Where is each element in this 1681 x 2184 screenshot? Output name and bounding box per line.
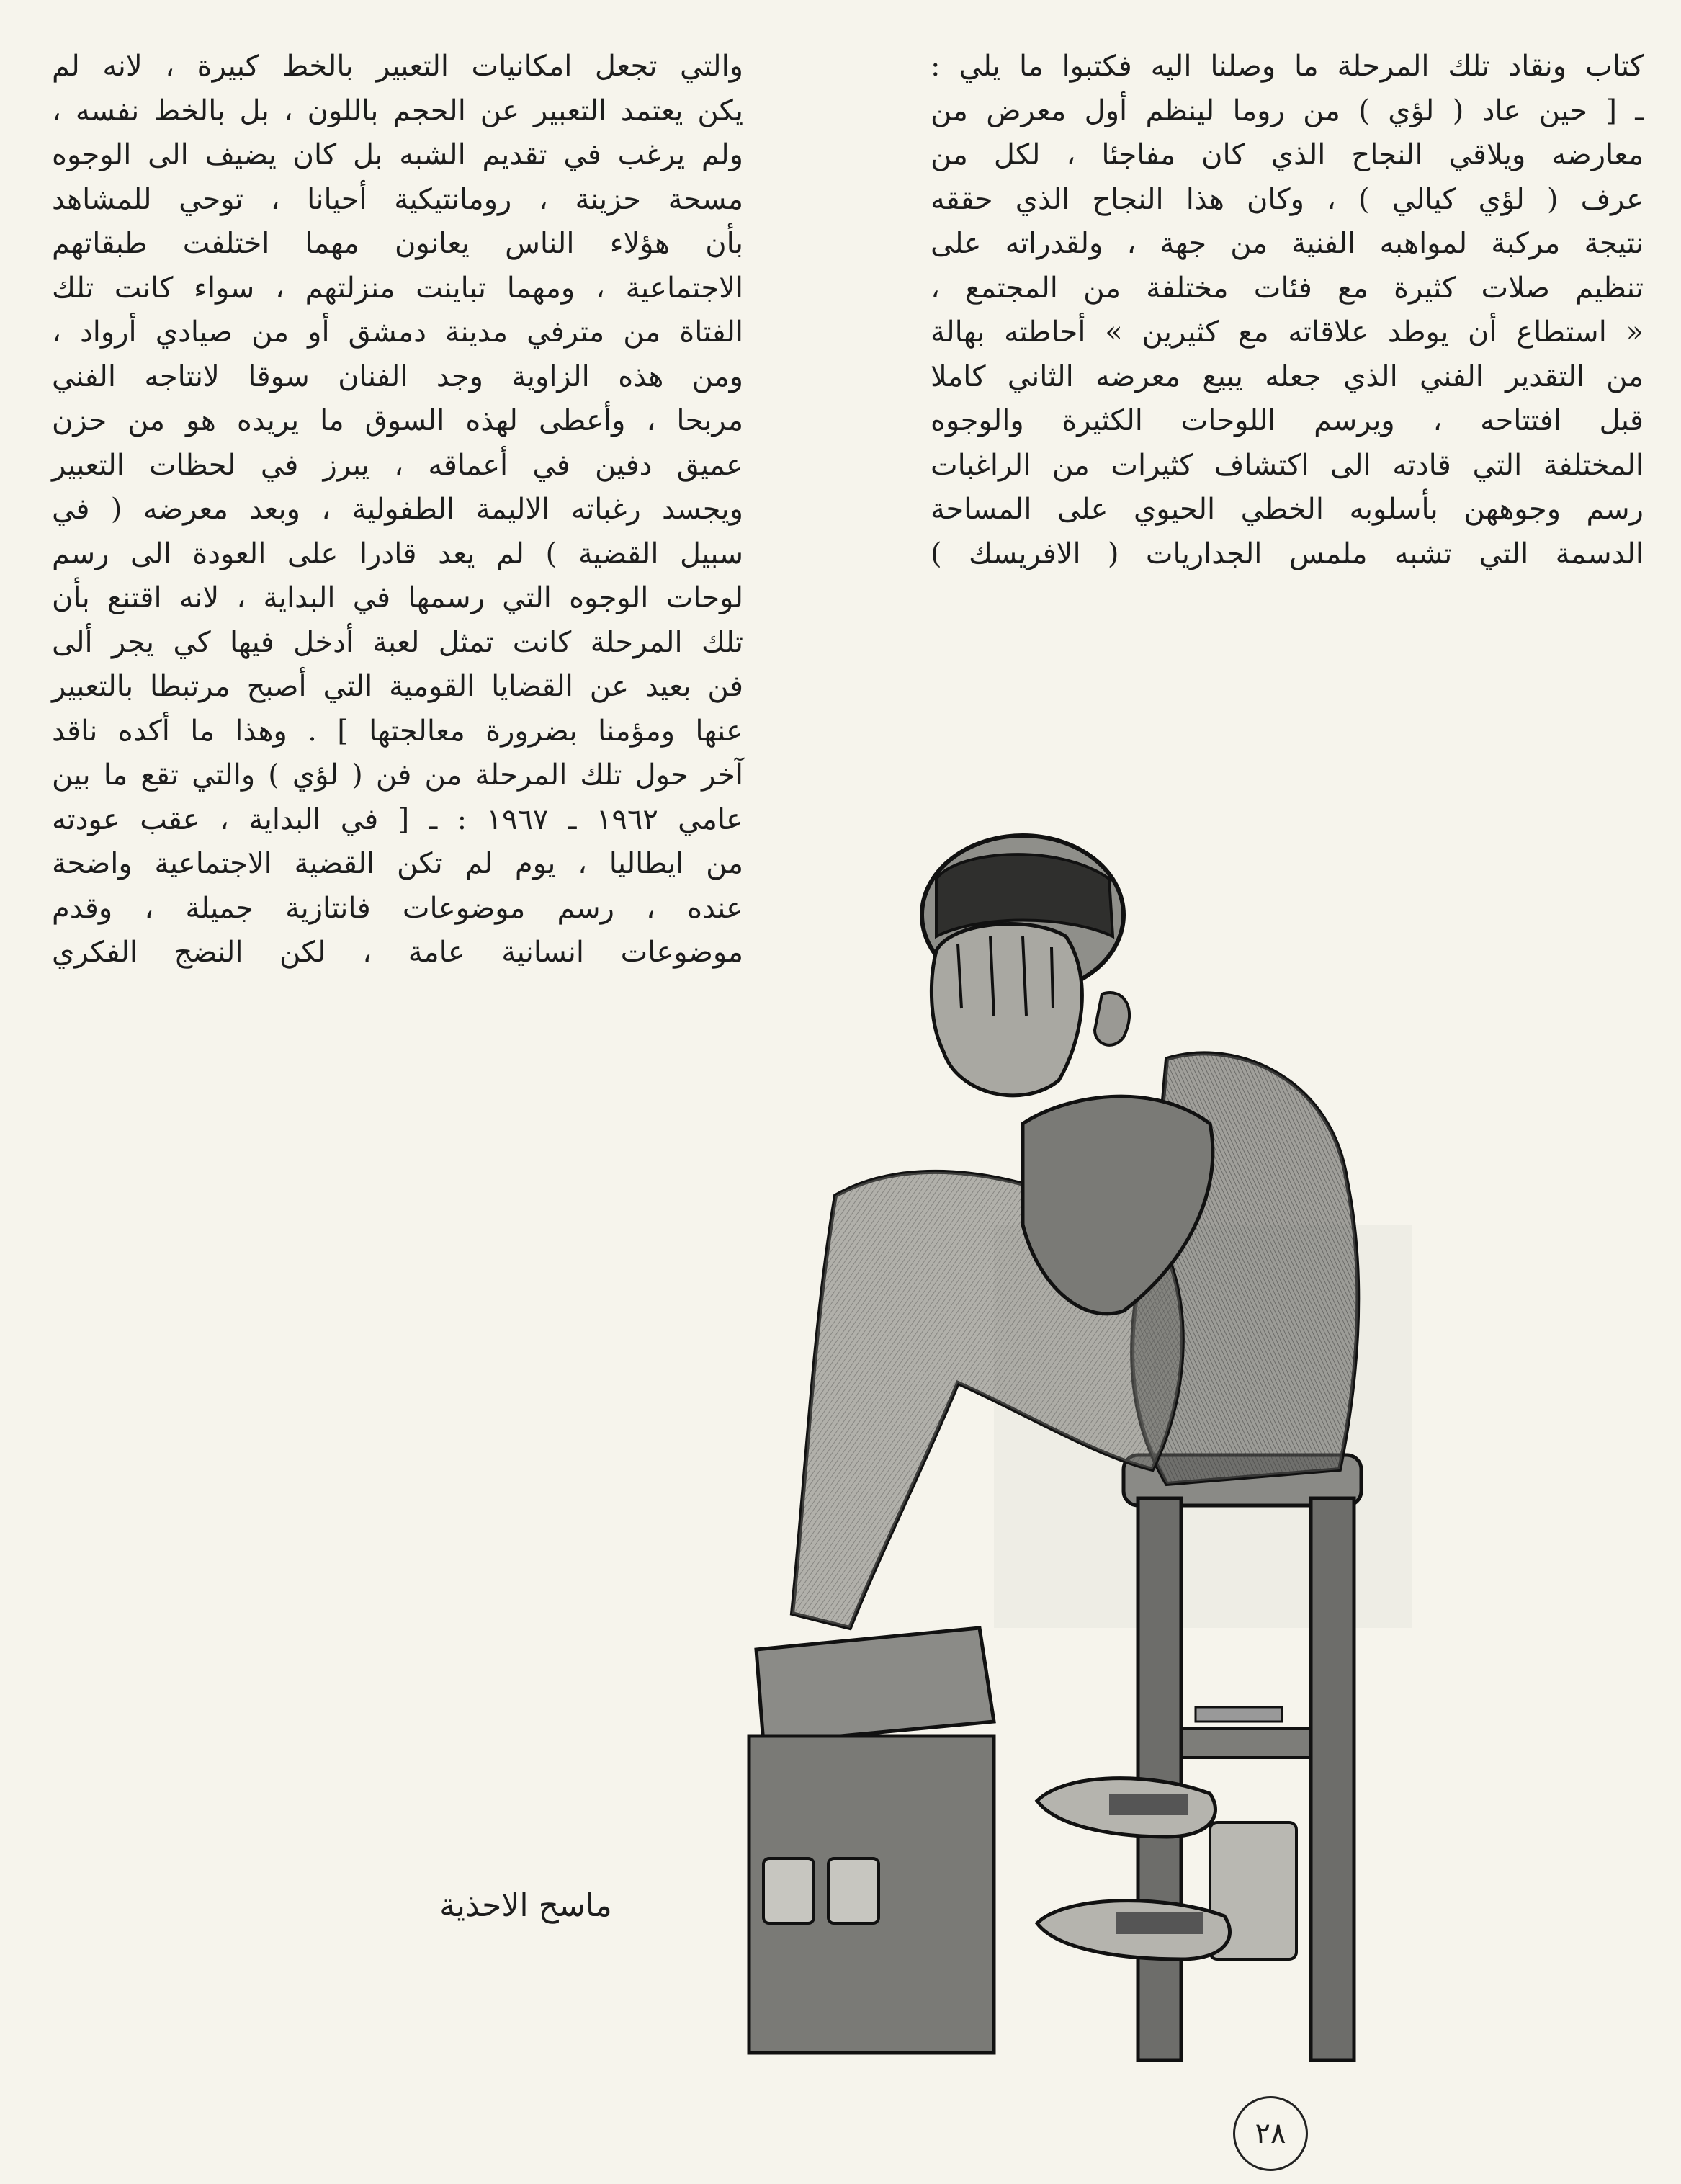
- text-line: الاجتماعية ، ومهما تباينت منزلتهم ، سواء كانت تلك: [52, 271, 743, 305]
- page-number: ٢٨: [1233, 2096, 1308, 2171]
- text-line: الفتاة من مترفي مدينة دمشق أو من صيادي أرواد ،: [52, 315, 743, 349]
- text-line: قبل افتتاحه ، ويرسم اللوحات الكثيرة والوجوه: [931, 404, 1644, 437]
- text-line: نتيجة مركبة لمواهبه الفنية من جهة ، ولقدراته على: [931, 227, 1644, 260]
- right-text-column: [931, 45, 1644, 576]
- shoe-shiner-painting: [720, 821, 1664, 2082]
- text-line: من التقدير الفني الذي جعله يبيع معرضه الثاني كاملا: [931, 359, 1644, 393]
- painting-caption: ماسح الاحذية: [439, 1887, 612, 1924]
- text-line: كتاب ونقاد تلك المرحلة ما وصلنا اليه فكتبوا ما يلي :: [931, 50, 1644, 83]
- text-line: ومن هذه الزاوية وجد الفنان سوقا لانتاجه الفني: [52, 359, 743, 393]
- slippers: [1037, 1778, 1230, 1959]
- text-line: عنها ومؤمنا بضرورة معالجتها ] . وهذا ما أكده ناقد: [52, 714, 743, 748]
- text-line: تنظيم صلات كثيرة مع فئات مختلفة من المجتمع ،: [931, 271, 1644, 305]
- text-line: ويجسد رغباته الاليمة الطفولية ، وبعد معرضه ( في: [52, 493, 743, 526]
- hand: [931, 924, 1082, 1096]
- text-line: تلك المرحلة كانت تمثل لعبة أدخل فيها كي يجر ألى: [52, 625, 743, 659]
- text-line: ـ [ حين عاد ( لؤي ) من روما لينظم أول معرض من: [931, 94, 1644, 127]
- text-line: المختلفة التي قادته الى اكتشاف كثيرات من الراغبات: [931, 448, 1644, 482]
- text-line: عنده ، رسم موضوعات فانتازية جميلة ، وقدم: [52, 891, 744, 925]
- shoeshine-box: [749, 1628, 994, 2053]
- text-line: رسم وجوههن بأسلوبه الخطي الحيوي على المساحة: [931, 493, 1644, 526]
- text-line: بأن هؤلاء الناس يعانون مهما اختلفت طبقاتهم: [52, 227, 743, 260]
- left-text-column: [52, 45, 743, 975]
- text-line: مربحا ، وأعطى لهذه السوق ما يريده هو من حزن: [52, 404, 743, 437]
- text-line: سبيل القضية ) لم يعد قادرا على العودة الى رسم: [52, 537, 743, 570]
- text-line: لوحات الوجوه التي رسمها في البداية ، لانه اقتنع بأن: [52, 581, 743, 614]
- text-line: فن بعيد عن القضايا القومية التي أصبح مرتبطا بالتعبير: [52, 670, 743, 703]
- text-line: موضوعات انسانية عامة ، لكن النضج الفكري: [52, 936, 743, 969]
- text-line: يكن يعتمد التعبير عن الحجم باللون ، بل بالخط نفسه ،: [52, 94, 743, 127]
- text-line: عامي ١٩٦٢ ـ ١٩٦٧ : ـ [ في البداية ، عقب عودته: [52, 802, 743, 836]
- text-line: عرف ( لؤي كيالي ) ، وكان هذا النجاح الذي حققه: [931, 182, 1644, 216]
- text-line: والتي تجعل امكانيات التعبير بالخط كبيرة ، لانه لم: [52, 50, 743, 83]
- text-line: آخر حول تلك المرحلة من فن ( لؤي ) والتي تقع ما بين: [52, 758, 743, 792]
- text-line: عميق دفين في أعماقه ، يبرز في لحظات التعبير: [52, 448, 743, 482]
- text-line: ولم يرغب في تقديم الشبه بل كان يضيف الى الوجوه: [52, 138, 743, 171]
- text-line: معارضه ويلاقي النجاح الذي كان مفاجئا ، لكل من: [931, 138, 1644, 171]
- text-line: مسحة حزينة ، رومانتيكية أحيانا ، توحي للمشاهد: [52, 182, 743, 216]
- text-line: من ايطاليا ، يوم لم تكن القضية الاجتماعية واضحة: [52, 847, 743, 880]
- text-line: « استطاع أن يوطد علاقاته مع كثيرين » أحاطته بهالة: [931, 315, 1644, 349]
- text-line: الدسمة التي تشبه ملمس الجداريات ( الافريسك ): [931, 537, 1644, 570]
